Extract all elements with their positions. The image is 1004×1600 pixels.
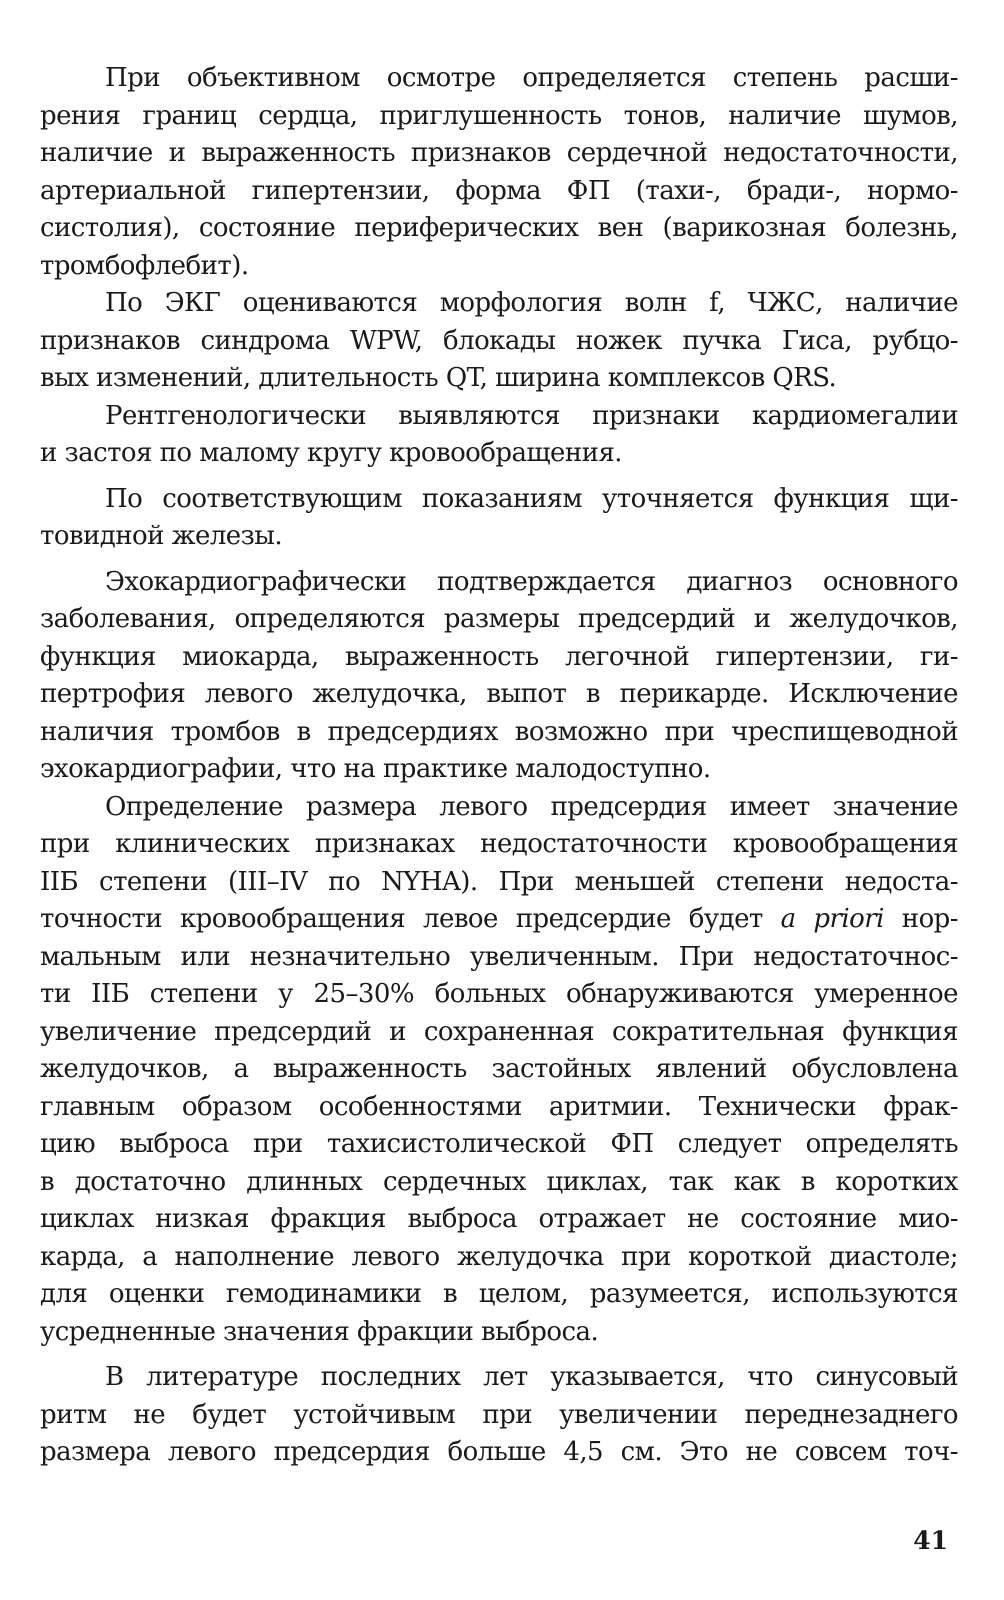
text-line: пертрофия левого желудочка, выпот в перикарде. Исключение (40, 679, 958, 709)
text-segment: нор- (883, 904, 958, 934)
text-line: По соответствующим показаниям уточняется функция щи- (105, 483, 958, 514)
text-line: заболевания, определяются размеры предсердий и желудочков, (40, 604, 958, 634)
text-line: признаков синдрома WPW, блокады ножек пучка Гиса, рубцо- (40, 325, 958, 356)
paragraph-gap (40, 473, 958, 481)
text-line: наличия тромбов в предсердиях возможно при чреспищеводной (40, 716, 958, 747)
text-line: мальным или незначительно увеличенным. При недостаточнос- (40, 941, 958, 972)
text-line: IIБ степени (III–IV по NYHA). При меньшей степени недоста- (40, 866, 958, 897)
text-line: Определение размера левого предсердия имеет значение (105, 791, 958, 822)
paragraph-literature (40, 1359, 958, 1472)
text-line: желудочков, а выраженность застойных явлений обусловлена (40, 1054, 958, 1084)
page-number: 41 (913, 1526, 948, 1555)
text-line: По ЭКГ оцениваются морфология волн f, ЧЖС, наличие (105, 288, 958, 318)
text-line: При объективном осмотре определяется степень расши- (105, 63, 958, 93)
text-line: в достаточно длинных сердечных циклах, так как в коротких (40, 1166, 958, 1197)
text-line: вых изменений, длительность QT, ширина комплексов QRS. (40, 363, 837, 393)
text-line: систолия), состояние периферических вен (варикозная болезнь, (40, 213, 958, 243)
text-line: ритм не будет устойчивым при увеличении переднезаднего (40, 1399, 958, 1430)
paragraph-echo (40, 564, 958, 789)
text-line: главным образом особенностями аритмии. Технически фрак- (40, 1091, 958, 1122)
text-line: функция миокарда, выраженность легочной гипертензии, ги- (40, 641, 958, 672)
text-line: размера левого предсердия больше 4,5 см. Это не совсем точ- (40, 1437, 958, 1467)
text-line-with-italic (40, 901, 958, 939)
italic-phrase: a priori (780, 904, 884, 934)
text-line: Эхокардиографически подтверждается диагноз основного (105, 566, 958, 597)
text-line: эхокардиографии, что на практике малодоступно. (40, 754, 711, 784)
paragraph-physical-exam (40, 60, 958, 285)
text-line: артериальной гипертензии, форма ФП (тахи-, бради-, нормо- (40, 175, 958, 206)
paragraph-xray (40, 398, 958, 473)
text-line: Рентгенологически выявляются признаки кардиомегалии (105, 400, 958, 431)
paragraph-gap (40, 556, 958, 564)
paragraph-thyroid (40, 481, 958, 556)
text-line: и застоя по малому кругу кровообращения. (40, 438, 623, 468)
text-line: увеличение предсердий и сохраненная сократительная функция (40, 1016, 958, 1047)
paragraph-gap (40, 1351, 958, 1359)
text-line: циклах низкая фракция выброса отражает не состояние мио- (40, 1204, 958, 1234)
text-line: карда, а наполнение левого желудочка при короткой диастоле; (40, 1241, 958, 1272)
text-line: ти IIБ степени у 25–30% больных обнаруживаются умеренное (40, 979, 958, 1009)
text-line: наличие и выраженность признаков сердечной недостаточности, (40, 138, 958, 168)
text-line: при клинических признаках недостаточности кровообращения (40, 829, 958, 859)
text-line: для оценки гемодинамики в целом, разумеется, используются (40, 1279, 958, 1309)
paragraph-ecg (40, 285, 958, 398)
text-line: В литературе последних лет указывается, что синусовый (105, 1362, 958, 1392)
text-line: цию выброса при тахисистолической ФП следует определять (40, 1129, 958, 1159)
body-text (40, 60, 958, 1472)
text-line: рения границ сердца, приглушенность тонов, наличие шумов, (40, 100, 958, 131)
paragraph-left-atrium (40, 789, 958, 1352)
text-line: тромбофлебит). (40, 250, 249, 281)
text-line: товидной железы. (40, 521, 283, 551)
text-line: усредненные значения фракции выброса. (40, 1316, 599, 1347)
text-segment: точности кровообращения левое предсердие будет (40, 904, 781, 934)
